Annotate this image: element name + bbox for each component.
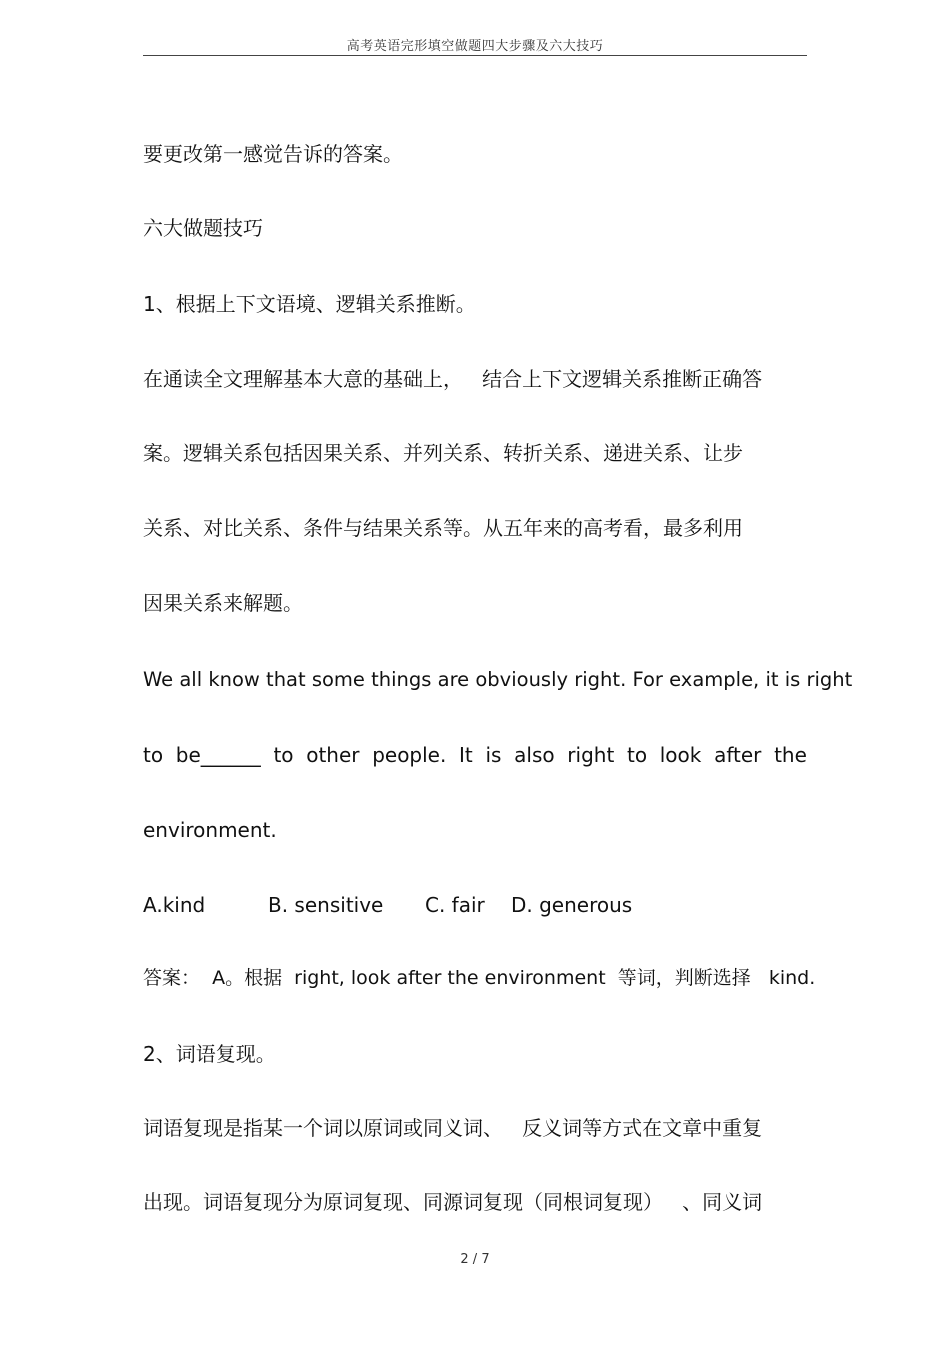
example-word: after <box>714 743 762 767</box>
example-word: to <box>273 743 294 767</box>
example-word: also <box>514 743 555 767</box>
example-word: to <box>626 743 648 767</box>
tip2-line-1: 词语复现是指某一个词以原词或同义词、 反义词等方式在文章中重复 <box>143 1116 763 1140</box>
option-d: D. generous <box>511 893 633 917</box>
answer-options <box>143 892 807 918</box>
option-a: A.kind <box>143 893 206 917</box>
tip1-line-3: 关系、对比关系、条件与结果关系等。从五年来的高考看，最多利用 <box>143 516 743 540</box>
example-word: the <box>774 743 807 767</box>
page-header-title: 高考英语完形填空做题四大步骤及六大技巧 <box>346 39 604 54</box>
answer-explanation: 答案： A。根据 right, look after the environment 等词，判断选择 kind. <box>143 967 816 989</box>
page-number: 2 / 7 <box>460 1252 490 1267</box>
tip1-line-4: 因果关系来解题。 <box>143 591 303 615</box>
example-word: is <box>485 743 502 767</box>
tip2-line-2: 出现。词语复现分为原词复现、同源词复现（同根词复现） 、同义词 <box>143 1190 763 1214</box>
option-c: C. fair <box>425 893 485 917</box>
example-word: other <box>306 743 360 767</box>
paragraph-continuation: 要更改第一感觉告诉的答案。 <box>143 142 403 166</box>
example-word: to <box>143 743 164 767</box>
tip1-line-1: 在通读全文理解基本大意的基础上， 结合上下文逻辑关系推断正确答 <box>143 367 763 391</box>
tip2-title: 2、词语复现。 <box>143 1042 276 1066</box>
example-word: right <box>567 743 615 767</box>
example-blank: be______ <box>175 743 261 767</box>
example-word: people. <box>372 743 447 767</box>
example-line-1: We all know that some things are obviously right. For example, it is right <box>143 668 853 691</box>
example-line-3: environment. <box>143 818 277 842</box>
header-rule <box>143 55 807 56</box>
tip1-title: 1、根据上下文语境、逻辑关系推断。 <box>143 292 476 316</box>
section-title: 六大做题技巧 <box>143 216 263 240</box>
example-line-2 <box>143 742 807 768</box>
example-word: It <box>459 743 473 767</box>
example-word: look <box>659 743 702 767</box>
option-b: B. sensitive <box>268 893 384 917</box>
tip1-line-2: 案。逻辑关系包括因果关系、并列关系、转折关系、递进关系、让步 <box>143 441 743 465</box>
